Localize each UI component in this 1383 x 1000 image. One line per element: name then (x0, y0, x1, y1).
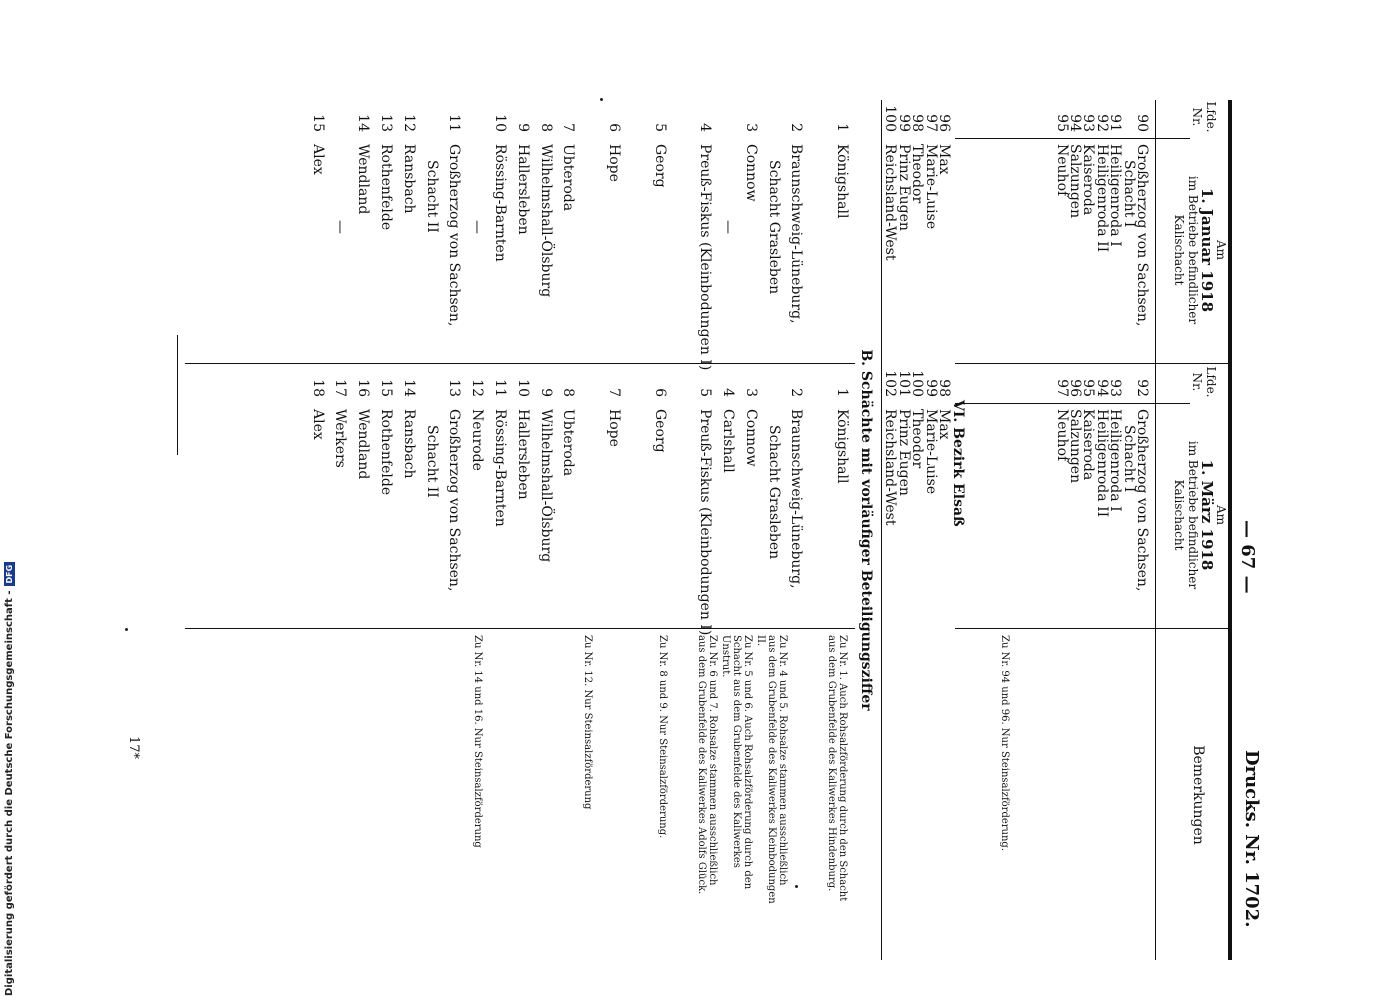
row-name: Neuhof (1053, 409, 1070, 462)
row-name: Schacht I (1120, 160, 1137, 228)
row-number: 92 (1134, 379, 1150, 397)
row-name: Rothenfelde (378, 409, 394, 496)
row-number: 93 (1080, 114, 1097, 132)
row-number: 2 (788, 388, 805, 397)
col-line-b-1 (185, 363, 855, 364)
remark-note: Zu Nr. 12. Nur Steinsalzförderung (582, 635, 593, 810)
row-number: 12 (469, 379, 486, 397)
row-name: Preuß-Fiskus (Kleinbodungen I) (697, 409, 714, 636)
row-name: Rothenfelde (378, 144, 394, 231)
row-number: 90 (1134, 114, 1150, 132)
row-number: 92 (1093, 114, 1110, 132)
lfde-nr-header-right: Lfde. Nr. (1190, 366, 1218, 398)
row-name: Georg (651, 409, 668, 453)
row-number: 14 (400, 379, 417, 397)
row-name: — (720, 220, 736, 234)
speck (600, 98, 603, 101)
row-name: Hope (606, 409, 622, 447)
march-header-am: Am (1214, 504, 1228, 526)
row-number: 94 (1067, 114, 1083, 132)
row-number: 14 (355, 114, 372, 132)
march-header-sub: im Betriebe befindlicher Kalischacht (1172, 440, 1200, 590)
row-name: Max (936, 144, 952, 175)
row-name: Theodor (909, 144, 926, 204)
row-number: 93 (1107, 379, 1124, 397)
row-name: Werkers (332, 409, 349, 468)
header-rule (1155, 100, 1156, 960)
row-name: Rössing-Barnten (492, 144, 508, 262)
col-line-3 (955, 403, 1190, 404)
bottom-rule (177, 335, 178, 455)
row-name: Wilhelmshall-Ölsburg (537, 144, 554, 298)
row-name: Rössing-Barnten (492, 409, 508, 527)
row-number: 17 (332, 379, 349, 397)
speck (795, 885, 798, 888)
row-number: 100 (882, 105, 899, 132)
bemerkungen-header: Bemerkungen (1190, 745, 1206, 845)
march-header-date: 1. März 1918 (1198, 459, 1216, 571)
row-name: Großherzog von Sachsen, (446, 144, 463, 327)
row-number: 1 (834, 388, 850, 397)
row-name: Großherzog von Sachsen, (1134, 409, 1150, 592)
january-header-am: Am (1214, 239, 1228, 261)
row-number: 100 (909, 370, 926, 397)
row-name: Ransbach (400, 409, 417, 479)
row-number: 97 (922, 114, 939, 132)
remark-note: Zu Nr. 14 und 16. Nur Steinsalzförderung (472, 635, 483, 848)
row-number: 5 (697, 388, 714, 397)
section-b-top-rule (881, 100, 882, 960)
row-name: Heiligenroda I (1107, 144, 1124, 247)
row-name: Wendland (355, 144, 372, 215)
section-a-remark: Zu Nr. 94 und 96. Nur Steinsalzförderung. (999, 635, 1010, 852)
row-number: 7 (606, 388, 622, 397)
row-name: Heiligenroda I (1107, 409, 1124, 512)
row-name: Prinz Eugen (895, 409, 912, 496)
remark-note: Zu Nr. 8 und 9. Nur Steinsalzförderung. (657, 635, 668, 839)
col-line-4 (955, 628, 1230, 629)
row-number: 97 (1053, 379, 1070, 397)
row-name: Königshall (834, 144, 850, 219)
row-name: Alex (309, 144, 326, 175)
row-number: 5 (651, 123, 668, 132)
col-line-b-2 (185, 628, 855, 629)
row-number: 99 (922, 379, 939, 397)
row-name: Heiligenroda II (1093, 409, 1110, 518)
row-name: Kaiseroda (1080, 409, 1097, 481)
row-name: Braunschweig-Lüneburg, (788, 144, 805, 324)
row-name: Hope (606, 144, 622, 182)
row-name: Carlshall (720, 409, 736, 473)
row-number: 91 (1107, 114, 1124, 132)
row-name: Connow (742, 409, 759, 467)
row-number: 11 (492, 379, 508, 397)
row-number: 9 (514, 123, 531, 132)
row-name: Wendland (355, 409, 372, 480)
row-name: Braunschweig-Lüneburg, (788, 409, 805, 589)
row-name: Schacht I (1120, 425, 1137, 493)
row-number: 13 (378, 114, 394, 132)
row-number: 99 (895, 114, 912, 132)
page-number: — 67 — (1237, 520, 1258, 594)
row-name: Marie-Luise (922, 409, 939, 495)
row-name: Schacht II (423, 160, 440, 233)
row-number: 1 (834, 123, 850, 132)
row-name: Königshall (834, 409, 850, 484)
row-number: 95 (1080, 379, 1097, 397)
row-name: Schacht II (423, 425, 440, 498)
row-number: 9 (537, 388, 554, 397)
row-number: 95 (1053, 114, 1070, 132)
row-name: Wilhelmshall-Ölsburg (537, 409, 554, 563)
row-number: 4 (697, 123, 714, 132)
row-number: 15 (378, 379, 394, 397)
remark-note: Zu Nr. 5 und 6. Auch Rohsalzförderung durch den Schacht aus dem Grubenfelde des Kaliwerkes Unstrut. (720, 635, 753, 890)
row-name: Preuß-Fiskus (Kleinbodungen I) (697, 144, 714, 371)
row-number: 94 (1093, 379, 1110, 397)
row-name: Max (936, 409, 952, 440)
row-name: — (469, 220, 486, 234)
row-name: Schacht Grasleben (765, 425, 782, 560)
drucksache-number: Drucks. Nr. 1702. (1241, 750, 1262, 928)
remark-note: Zu Nr. 1. Auch Rohsalzförderung durch den Schacht aus dem Grubenfelde des Kaliwerkes Hindenburg. (826, 635, 848, 902)
row-name: Ubteroda (560, 409, 577, 477)
row-number: 101 (895, 370, 912, 397)
row-name: Neuhof (1053, 144, 1070, 197)
row-name: Salzungen (1067, 144, 1083, 219)
row-number: 98 (936, 379, 952, 397)
january-header-sub: im Betriebe befindlicher Kalischacht (1172, 175, 1200, 325)
row-number: 18 (309, 379, 326, 397)
row-number: 6 (651, 388, 668, 397)
digitization-footer (4, 0, 22, 996)
row-number: 11 (446, 114, 463, 132)
section-b-title: B. Schächte mit vorläufiger Beteiligungsziffer (858, 349, 874, 711)
row-number: 98 (909, 114, 926, 132)
row-number: 96 (936, 114, 952, 132)
row-number: 13 (446, 379, 463, 397)
row-name: Connow (742, 144, 759, 202)
row-name: Marie-Luise (922, 144, 939, 230)
row-name: Großherzog von Sachsen, (1134, 144, 1150, 327)
row-number: 15 (309, 114, 326, 132)
row-name: Ransbach (400, 144, 417, 214)
footer-text: Digitalisierung gefördert durch die Deutsche Forschungsgemeinschaft - (4, 590, 15, 996)
january-header (1172, 140, 1228, 360)
row-number: 6 (606, 123, 622, 132)
row-name: Großherzog von Sachsen, (446, 409, 463, 592)
row-number: 3 (742, 388, 759, 397)
signature-mark: 17* (126, 735, 142, 760)
row-number: 3 (742, 123, 759, 132)
row-name: Neurode (469, 409, 486, 471)
row-name: Reichsland-West (882, 409, 899, 526)
row-name: Salzungen (1067, 409, 1083, 484)
row-name: Hallersleben (514, 144, 531, 235)
row-number: 16 (355, 379, 372, 397)
row-number: 96 (1067, 379, 1083, 397)
row-number: 2 (788, 123, 805, 132)
row-name: Ubteroda (560, 144, 577, 212)
lfde-nr-header-left: Lfde. Nr. (1190, 101, 1218, 133)
row-name: Georg (651, 144, 668, 188)
row-number: 8 (560, 388, 577, 397)
row-number: 7 (560, 123, 577, 132)
section-vi-title: VI. Bezirk Elsaß (950, 400, 966, 527)
row-name: Alex (309, 409, 326, 440)
row-name: Reichsland-West (882, 144, 899, 261)
row-number: 10 (514, 379, 531, 397)
col-line-1 (955, 138, 1190, 139)
row-name: Prinz Eugen (895, 144, 912, 231)
dfg-logo: DFG (4, 562, 15, 587)
row-name: — (332, 220, 349, 234)
col-line-2 (955, 363, 1230, 364)
march-header (1172, 405, 1228, 625)
rotated-page (150, 100, 1262, 960)
top-rule (1228, 100, 1232, 960)
row-name: Schacht Grasleben (765, 160, 782, 295)
remark-note: Zu Nr. 4 und 5. Rohsalze stammen ausschließlich aus dem Grubenfelde des Kaliwerkes Kleinbodungen II. (755, 635, 788, 904)
row-name: Theodor (909, 409, 926, 469)
row-number: 102 (882, 370, 899, 397)
january-header-date: 1. Januar 1918 (1198, 187, 1216, 313)
row-number: 8 (537, 123, 554, 132)
row-number: 4 (720, 388, 736, 397)
row-number: 12 (400, 114, 417, 132)
row-name: Hallersleben (514, 409, 531, 500)
row-name: Kaiseroda (1080, 144, 1097, 216)
remark-note: Zu Nr. 6 und 7. Rohsalze stammen ausschließlich aus dem Grubenfelde des Kaliwerkes Adolfs Glück. (696, 635, 718, 895)
row-number: 10 (492, 114, 508, 132)
speck (125, 628, 128, 631)
row-name: Heiligenroda II (1093, 144, 1110, 253)
